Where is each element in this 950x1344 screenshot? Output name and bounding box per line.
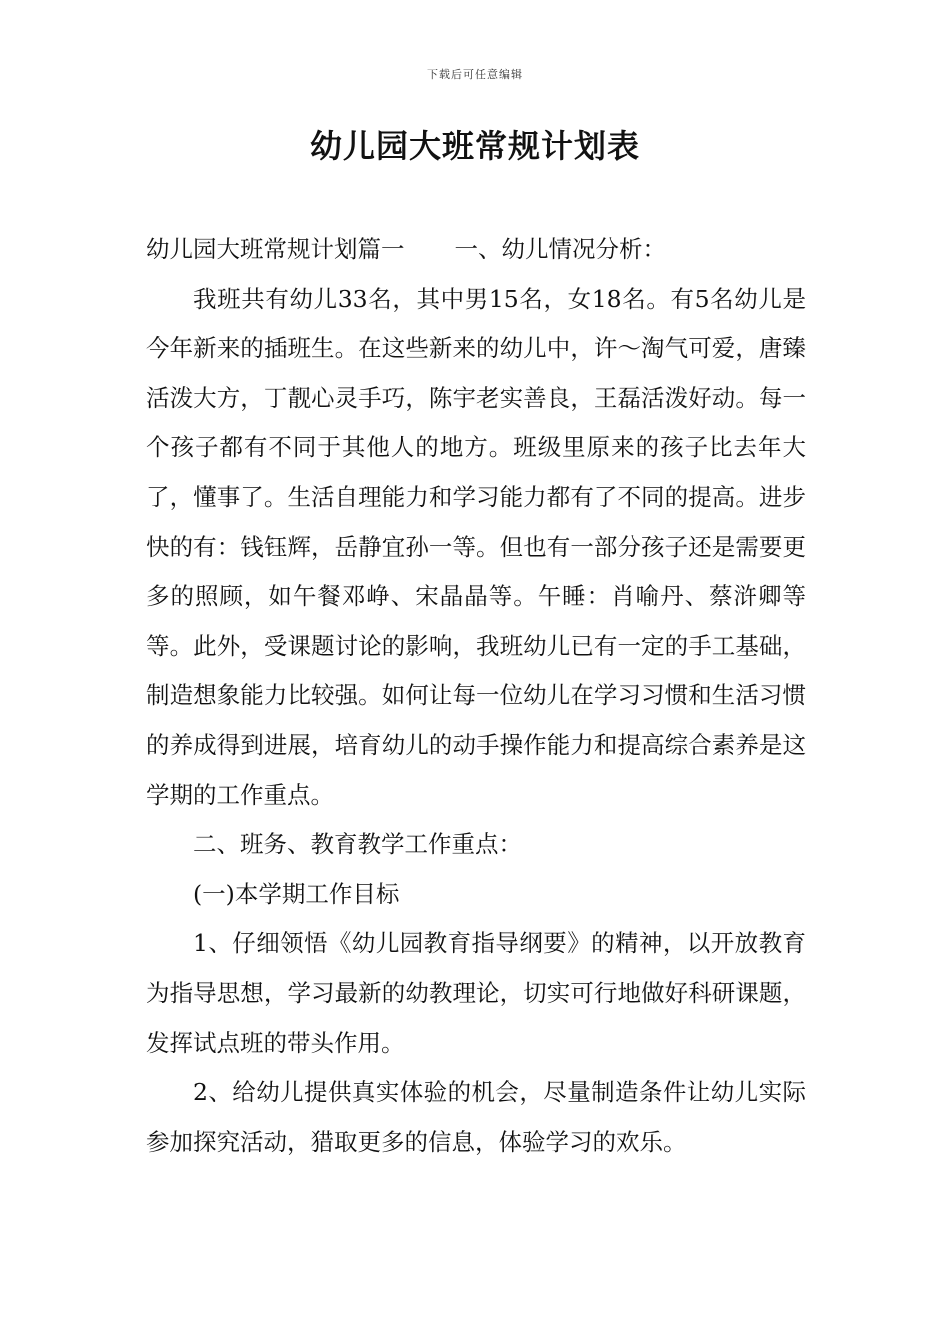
intro-line xyxy=(146,225,806,275)
document-body xyxy=(146,225,806,1167)
paragraph-situation-analysis: 我班共有幼儿33名，其中男15名，女18名。有5名幼儿是今年新来的插班生。在这些新来的幼儿中，许～淘气可爱，唐臻活泼大方，丁靓心灵手巧，陈宇老实善良，王磊活泼好动。每一个孩子都有不同于其他人的地方。班级里原来的孩子比去年大了，懂事了。生活自理能力和学习能力都有了不同的提高。进步快的有：钱钰辉，岳静宜孙一等。但也有一部分孩子还是需要更多的照顾，如午餐邓峥、宋晶晶等。午睡：肖喻丹、蔡浒卿等等。此外，受课题讨论的影响，我班幼儿已有一定的手工基础，制造想象能力比较强。如何让每一位幼儿在学习习惯和生活习惯的养成得到进展，培育幼儿的动手操作能力和提高综合素养是这学期的工作重点。 xyxy=(146,284,806,809)
goal-item-2: 2、给幼儿提供真实体验的机会，尽量制造条件让幼儿实际参加探究活动，猎取更多的信息，体验学习的欢乐。 xyxy=(146,1078,806,1156)
intro-subheading: 一、幼儿情况分析： xyxy=(454,235,666,263)
intro-section-title: 幼儿园大班常规计划篇一 xyxy=(146,235,405,263)
goal-item-1: 1、仔细领悟《幼儿园教育指导纲要》的精神，以开放教育为指导思想，学习最新的幼教理论，切实可行地做好科研课题，发挥试点班的带头作用。 xyxy=(146,929,806,1057)
subsection-heading-goals: (一)本学期工作目标 xyxy=(193,879,400,908)
header-note: 下载后可任意编辑 xyxy=(427,68,523,81)
section-heading-work-focus: 二、班务、教育教学工作重点： xyxy=(193,830,522,859)
document-title: 幼儿园大班常规计划表 xyxy=(309,127,640,165)
